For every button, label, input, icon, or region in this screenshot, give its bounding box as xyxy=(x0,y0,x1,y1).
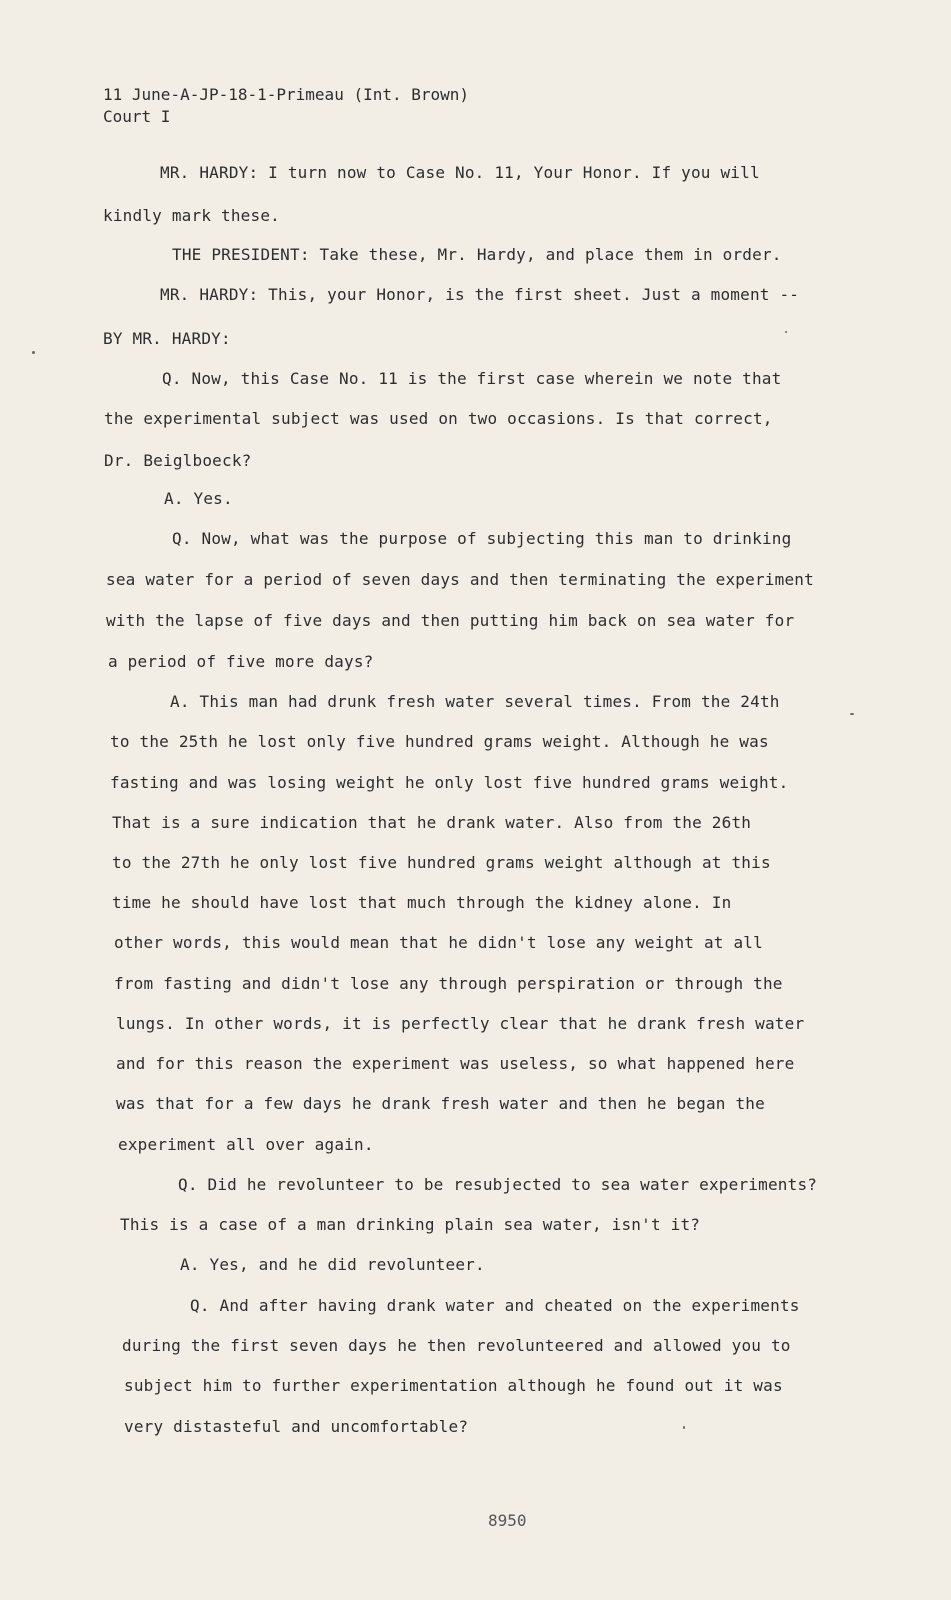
transcript-line: kindly mark these. xyxy=(103,206,280,225)
transcript-line: sea water for a period of seven days and then terminating the experiment xyxy=(106,570,814,589)
transcript-line: subject him to further experimentation although he found out it was xyxy=(124,1376,783,1395)
transcript-line: was that for a few days he drank fresh water and then he began the xyxy=(116,1094,765,1113)
transcript-line: to the 27th he only lost five hundred grams weight although at this xyxy=(112,853,771,872)
paper-speck xyxy=(32,351,35,354)
transcript-line: Q. Now, what was the purpose of subjecting this man to drinking xyxy=(172,529,792,548)
paper-speck xyxy=(785,331,787,333)
document-header xyxy=(103,84,469,128)
header-line-1: 11 June-A-JP-18-1-Primeau (Int. Brown) xyxy=(103,85,470,104)
transcript-line: fasting and was losing weight he only lost five hundred grams weight. xyxy=(110,773,789,792)
transcript-line: Q. Did he revolunteer to be resubjected to sea water experiments? xyxy=(178,1175,818,1194)
transcript-line: A. Yes. xyxy=(164,489,233,508)
transcript-line: This is a case of a man drinking plain sea water, isn't it? xyxy=(120,1215,701,1234)
transcript-line: experiment all over again. xyxy=(118,1135,374,1154)
transcript-line: BY MR. HARDY: xyxy=(103,329,231,348)
transcript-line: the experimental subject was used on two occasions. Is that correct, xyxy=(104,409,773,428)
transcript-line: Dr. Beiglboeck? xyxy=(104,451,252,470)
transcript-line: A. This man had drunk fresh water several times. From the 24th xyxy=(170,692,780,711)
transcript-line: during the first seven days he then revolunteered and allowed you to xyxy=(122,1336,791,1355)
transcript-line: THE PRESIDENT: Take these, Mr. Hardy, and place them in order. xyxy=(172,245,782,264)
transcript-line: MR. HARDY: This, your Honor, is the first sheet. Just a moment -- xyxy=(160,285,800,304)
transcript-line: A. Yes, and he did revolunteer. xyxy=(180,1255,485,1274)
transcript-line: and for this reason the experiment was useless, so what happened here xyxy=(116,1054,795,1073)
page-number: 8950 xyxy=(488,1511,527,1530)
transcript-line: from fasting and didn't lose any through perspiration or through the xyxy=(114,974,783,993)
header-line-2: Court I xyxy=(103,107,171,126)
transcript-line: very distasteful and uncomfortable? xyxy=(124,1417,469,1436)
transcript-line: That is a sure indication that he drank water. Also from the 26th xyxy=(112,813,752,832)
transcript-line: MR. HARDY: I turn now to Case No. 11, Your Honor. If you will xyxy=(160,163,760,182)
transcript-line: Q. Now, this Case No. 11 is the first case wherein we note that xyxy=(162,369,782,388)
transcript-line: a period of five more days? xyxy=(108,652,374,671)
transcript-line: Q. And after having drank water and cheated on the experiments xyxy=(190,1296,800,1315)
paper-speck xyxy=(850,713,854,715)
transcript-line: time he should have lost that much through the kidney alone. In xyxy=(112,893,732,912)
transcript-line: to the 25th he lost only five hundred grams weight. Although he was xyxy=(110,732,769,751)
transcript-line: other words, this would mean that he didn't lose any weight at all xyxy=(114,933,763,952)
transcript-line: lungs. In other words, it is perfectly clear that he drank fresh water xyxy=(116,1014,805,1033)
transcript-line: with the lapse of five days and then putting him back on sea water for xyxy=(106,611,795,630)
paper-speck xyxy=(683,1426,685,1429)
